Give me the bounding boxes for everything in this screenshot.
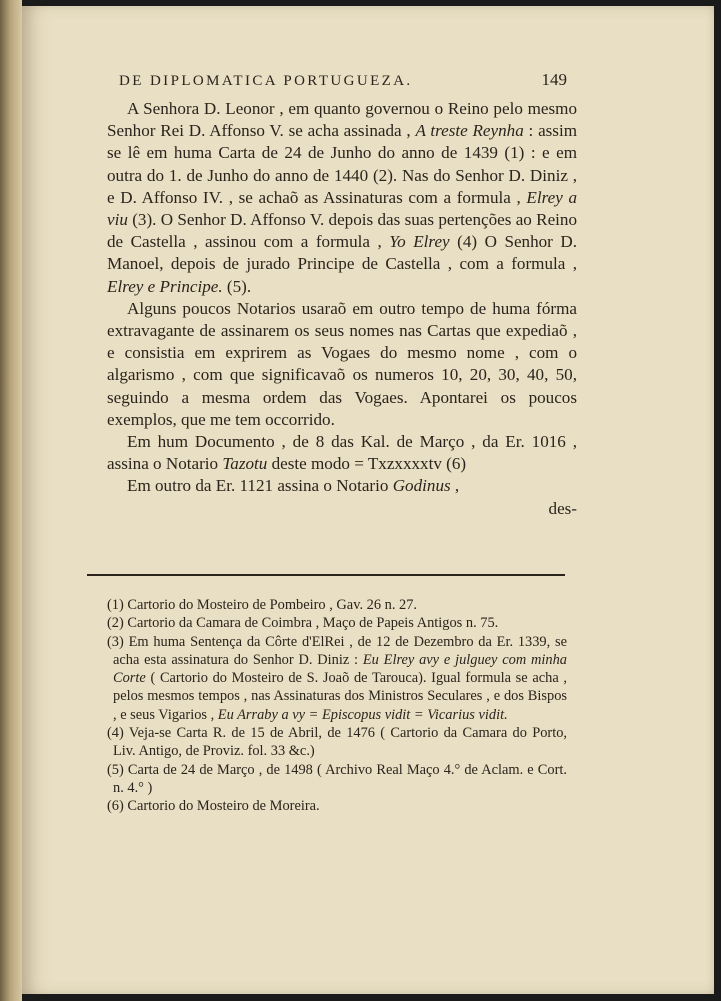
book-spine-edge bbox=[0, 0, 22, 1001]
fn3-text-c: ( Cartorio do Mosteiro de S. Joaõ de Tarouca). Igual formula se acha , pelos mesmos tempos , nas Assinaturas dos Ministros Seculares , e dos Bispos , e seus Vigarios , bbox=[113, 670, 567, 723]
p4-text-c: , bbox=[450, 476, 460, 496]
paragraph-3 bbox=[107, 431, 577, 475]
p3-italic-tazotu: Tazotu bbox=[222, 454, 268, 474]
running-head bbox=[119, 70, 567, 90]
fn3-italic-a: Eu Elrey avy e julguey com minha Corte bbox=[113, 651, 567, 687]
footnote-4: (4) Veja-se Carta R. de 15 de Abril, de 1476 ( Cartorio da Camara do Porto, Liv. Antigo, de Proviz. fol. 33 &c.) bbox=[107, 725, 567, 760]
paragraph-4 bbox=[107, 475, 577, 497]
footnote-2: (2) Cartorio da Camara de Coimbra , Maço de Papeis Antigos n. 75. bbox=[107, 615, 499, 632]
fn3-text-a: (3) Em huma Sentença da Côrte d'ElRei , de 12 de Dezembro da Er. 1339, se acha esta assinatura do Senhor D. Diniz : bbox=[107, 633, 567, 668]
p1-text-g: (4) O Senhor D. Manoel, depois de jurado Principe de Castella , com a formula , bbox=[107, 232, 578, 274]
footnote-3 bbox=[107, 633, 567, 724]
catchword: des- bbox=[548, 498, 577, 518]
fn3-italic-d: Eu Arraby a vy = Episcopus vidit = Vicarius vidit. bbox=[217, 706, 508, 723]
footnotes bbox=[107, 596, 567, 816]
p1-text-e: (3). O Senhor D. Affonso V. depois das suas pertenções ao Reino de Castella , assinou com a formula , bbox=[107, 210, 577, 252]
p4-text-a: Em outro da Er. 1121 assina o Notario bbox=[127, 476, 393, 496]
p1-text-i: (5). bbox=[222, 276, 252, 296]
p1-italic-a-treste-reynha: A treste Reynha bbox=[415, 121, 524, 141]
main-text bbox=[107, 98, 577, 520]
p4-italic-godinus: Godinus bbox=[392, 476, 451, 496]
p1-text-a: A Senhora D. Leonor , em quanto governou o Reino pelo mesmo Senhor Rei D. Affonso V. se acha assinada , bbox=[107, 99, 577, 141]
footnote-rule bbox=[87, 574, 565, 576]
footnote-1: (1) Cartorio do Mosteiro de Pombeiro , Gav. 26 n. 27. bbox=[107, 597, 418, 613]
p1-italic-yo-elrey: Yo Elrey bbox=[389, 232, 450, 252]
page-number: 149 bbox=[541, 70, 567, 89]
p3-text-a: Em hum Documento , de 8 das Kal. de Março , da Er. 1016 , assina o Notario bbox=[107, 432, 577, 474]
footnote-5: (5) Carta de 24 de Março , de 1498 ( Archivo Real Maço 4.° de Aclam. e Cort. n. 4.° ) bbox=[107, 761, 567, 796]
p1-italic-elrey-e-principe: Elrey e Principe. bbox=[107, 276, 223, 296]
running-head-title: DE DIPLOMATICA PORTUGUEZA. bbox=[119, 73, 413, 89]
p3-text-c: deste modo = Txzxxxxtv (6) bbox=[267, 454, 467, 474]
paragraph-2: Alguns poucos Notarios usaraõ em outro tempo de huma fórma extravagante de assinarem os seus nomes nas Cartas que expediaõ , e consistia em exprirem as Vogaes do mesmo nome , com o algarismo , com que significavaõ os numeros 10, 20, 30, 40, 50, seguindo a mesma ordem das Vogaes. Apontarei os poucos exemplos, que me tem occorrido. bbox=[107, 298, 577, 429]
p1-italic-elrey-a-viu: Elrey a viu bbox=[107, 187, 578, 230]
book-page bbox=[22, 6, 714, 994]
paragraph-1 bbox=[107, 98, 577, 298]
footnote-6: (6) Cartorio do Mosteiro de Moreira. bbox=[107, 798, 320, 815]
p1-text-c: : assim se lê em huma Carta de 24 de Junho do anno de 1439 (1) : e em outra do 1. de Junho do anno de 1440 (2). Nas do Senhor D. Diniz , e D. Affonso IV. , se achaõ as Assinaturas com a formula , bbox=[107, 121, 578, 207]
